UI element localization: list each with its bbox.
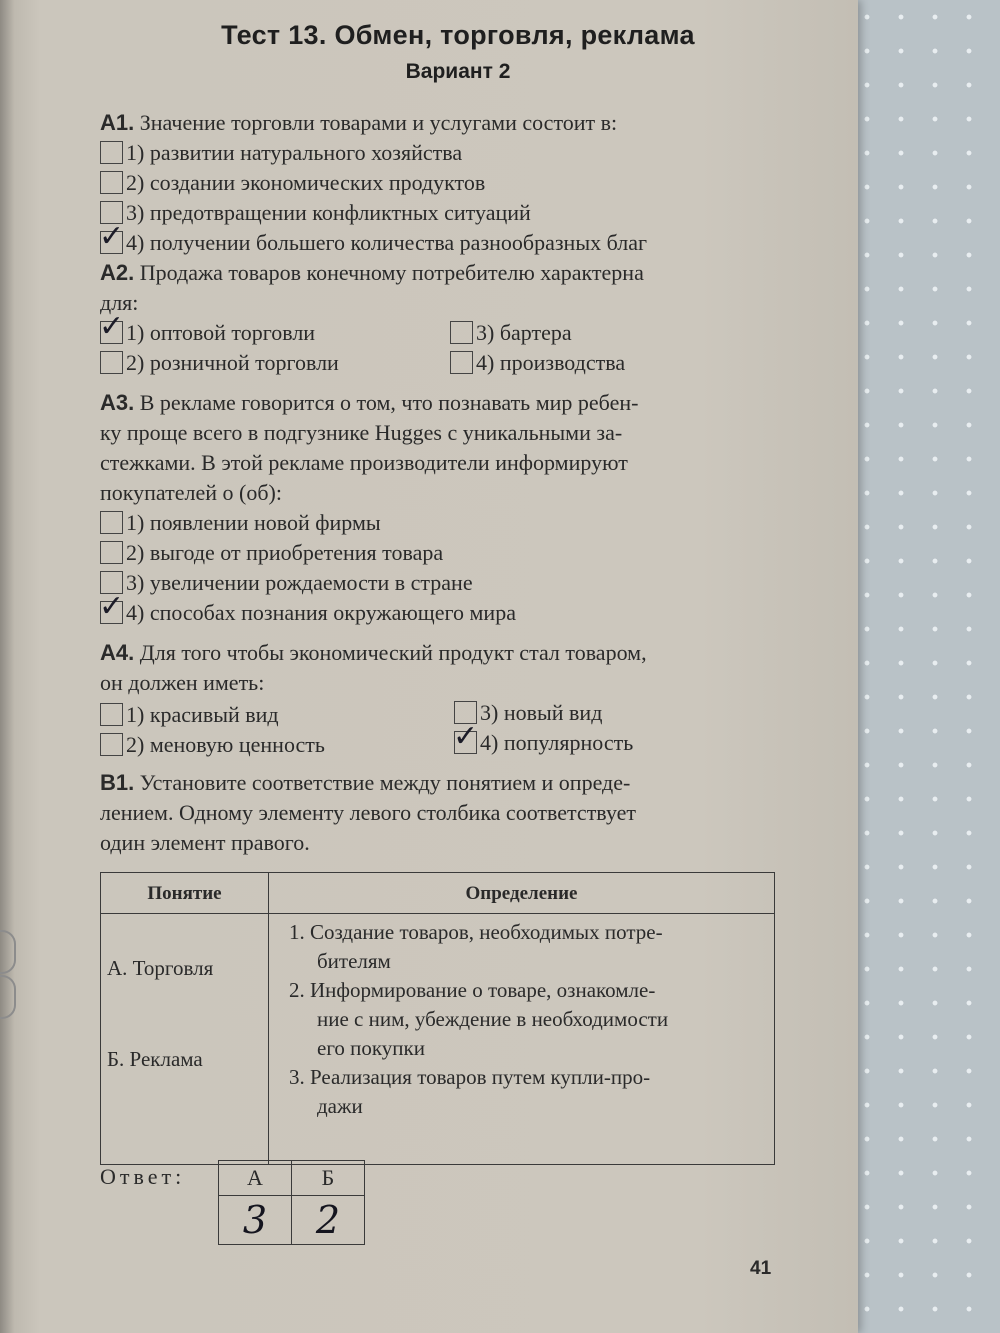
checkbox[interactable] [100,703,123,726]
answer-header-a: А [219,1161,292,1196]
question-text: Для того чтобы экономический продукт стал товаром, [139,640,647,665]
checkbox[interactable] [450,351,473,374]
concepts-cell [101,914,269,1165]
a4-option-1[interactable]: 1) красивый вид [100,700,279,730]
binding-ring [0,930,16,974]
question-text: Установите соответствие между понятием и опреде- [139,770,631,795]
question-number: В1. [100,770,135,795]
variant-label: Вариант 2 [405,60,511,83]
checkbox[interactable] [100,511,123,534]
question-text: ку проще всего в подгузнике Hugges с уникальными за- [100,420,623,445]
a1-option-3[interactable]: 3) предотвращении конфликтных ситуаций [100,198,531,228]
question-text: для: [100,290,139,315]
checkbox[interactable] [100,541,123,564]
a2-option-3[interactable]: 3) бартера [450,318,572,348]
test-title: Тест 13. Обмен, торговля, реклама [221,20,695,50]
question-text: стежками. В этой рекламе производители информируют [100,450,628,475]
a1-option-4[interactable]: ✓ 4) получении большего количества разнообразных благ [99,219,648,255]
question-a3 [100,388,780,508]
page-spine [0,0,14,1333]
check-mark-icon: ✓ [99,589,125,624]
question-a1 [100,108,780,138]
checkbox-checked[interactable] [99,309,125,344]
question-text: Продажа товаров конечному потребителю характерна [139,260,644,285]
checkbox-checked[interactable] [453,719,479,754]
question-text: лением. Одному элементу левого столбика соответствует [100,800,637,825]
answer-header-b: Б [292,1161,365,1196]
checkbox-checked[interactable] [99,589,125,624]
question-number: А3. [100,390,135,415]
answer-table [218,1160,365,1245]
a3-option-3[interactable]: 3) увеличении рождаемости в стране [100,568,473,598]
definition-3: 3. Реализация товаров путем купли-про- дажи [289,1065,651,1118]
checkbox[interactable] [100,141,123,164]
a4-option-3[interactable]: 3) новый вид [454,698,602,728]
concept-a: А. Торговля [107,956,214,980]
checkbox[interactable] [450,321,473,344]
question-number: А1. [100,110,135,135]
a2-option-4[interactable]: 4) производства [450,348,625,378]
definitions-cell [269,914,775,1165]
a2-option-2[interactable]: 2) розничной торговли [100,348,339,378]
question-text: один элемент правого. [100,830,310,855]
answer-value-b[interactable]: 2 [292,1196,365,1245]
a4-option-2[interactable]: 2) меновую ценность [100,730,325,760]
checkbox[interactable] [100,351,123,374]
question-text: он должен иметь: [100,670,265,695]
question-a4 [100,638,780,698]
definition-2: 2. Информирование о товаре, ознакомле- ние с ним, убеждение в необходимости его покупки [289,978,669,1060]
table-header-concept: Понятие [101,873,269,914]
answer-value-a[interactable]: 3 [219,1196,292,1245]
question-b1 [100,768,780,858]
checkbox[interactable] [100,733,123,756]
a3-option-2[interactable]: 2) выгоде от приобретения товара [100,538,443,568]
binding-ring [0,975,16,1019]
table-header-definition: Определение [269,873,775,914]
check-mark-icon: ✓ [99,219,125,254]
check-mark-icon: ✓ [453,719,479,754]
question-text: Значение торговли товарами и услугами состоит в: [139,110,618,135]
question-text: покупателей о (об): [100,480,282,505]
a1-option-1[interactable]: 1) развитии натурального хозяйства [100,138,462,168]
a3-option-1[interactable]: 1) появлении новой фирмы [100,508,381,538]
checkbox-checked[interactable] [99,219,125,254]
a3-option-4[interactable]: ✓ 4) способах познания окружающего мира [99,589,516,625]
question-number: А2. [100,260,135,285]
matching-table [100,872,775,1165]
question-number: А4. [100,640,135,665]
concept-b: Б. Реклама [107,1047,203,1071]
question-a2 [100,258,780,318]
a2-option-1[interactable]: ✓ 1) оптовой торговли [99,309,316,345]
checkbox[interactable] [100,171,123,194]
a1-option-2[interactable]: 2) создании экономических продуктов [100,168,485,198]
page-number: 41 [750,1258,772,1279]
question-text: В рекламе говорится о том, что познавать мир ребен- [139,390,639,415]
check-mark-icon: ✓ [99,309,125,344]
a4-option-4[interactable]: ✓ 4) популярность [453,719,634,755]
answer-label: Ответ: [100,1164,186,1189]
definition-1: 1. Создание товаров, необходимых потре- бителям [289,920,663,973]
